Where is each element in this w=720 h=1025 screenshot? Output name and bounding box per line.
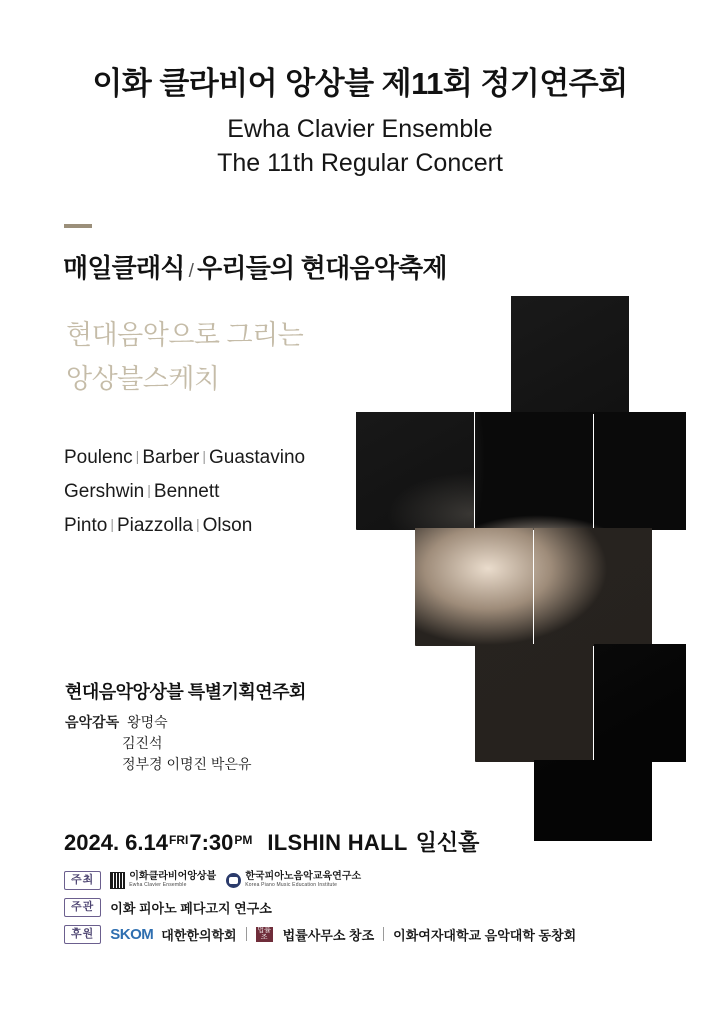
composer-list <box>64 440 305 542</box>
composer-name: Olson <box>202 515 253 536</box>
concert-date: 2024. 6.14 <box>64 830 168 855</box>
festival-separator: / <box>188 261 194 282</box>
credit-tag: 주관 <box>64 898 101 917</box>
composer-row <box>64 508 305 542</box>
composer-name: Pinto <box>64 515 108 536</box>
collage-tile <box>534 760 652 878</box>
composer-name: Gershwin <box>64 481 145 502</box>
concert-day: FRI <box>168 833 189 847</box>
keyboard-icon <box>110 872 125 889</box>
divider <box>383 927 384 941</box>
logo-name-en: Ewha Clavier Ensemble <box>129 881 187 888</box>
subtitle-line-1: 현대음악으로 그리는 <box>66 320 304 350</box>
organizer-name: 이화 피아노 페다고지 연구소 <box>110 900 272 916</box>
credit-row-host <box>64 868 664 892</box>
ensemble-title: 현대음악앙상블 특별기획연주회 <box>65 682 306 702</box>
venue-name-ko: 일신홀 <box>415 830 480 855</box>
director-name: 왕명숙 <box>127 714 168 730</box>
collage-tile <box>511 296 629 414</box>
logo-name-ko: 한국피아노음악교육연구소 <box>245 871 362 883</box>
festival-right: 우리들의 현대음악축제 <box>197 253 447 283</box>
page-title: 이화 클라비어 앙상블 제11회 정기연주회 <box>92 66 628 101</box>
hexagon-photo-collage <box>356 296 686 841</box>
sponsor-name-3: 이화여자대학교 음악대학 동창회 <box>393 927 577 943</box>
title-english-line-1: Ewha Clavier Ensemble <box>227 115 493 143</box>
sponsor-name-1: 대한한의학회 <box>161 927 237 943</box>
logo-name-en: Korea Piano Music Education Institute <box>245 881 338 888</box>
schedule-line <box>64 826 479 857</box>
role-label: 음악감독 <box>65 714 120 730</box>
composer-row <box>64 440 305 474</box>
venue-name-en: ILSHIN HALL <box>267 830 408 855</box>
member-name-row: 정부경 이명진 박은유 <box>122 756 252 772</box>
credits-block <box>64 868 664 949</box>
composer-name: Guastavino <box>208 447 306 468</box>
collage-tile <box>415 528 533 646</box>
divider <box>246 927 247 941</box>
credit-tag: 후원 <box>64 925 101 944</box>
composer-separator: | <box>147 482 151 498</box>
law-office-icon: 법률조 <box>257 927 271 941</box>
sponsor-name-2: 법률사무소 창조 <box>282 927 375 943</box>
collage-tile <box>594 412 712 530</box>
festival-left: 매일클래식 <box>63 253 185 283</box>
accent-rule <box>64 224 92 228</box>
institute-seal-icon <box>226 873 241 888</box>
ensemble-director-row <box>65 712 252 733</box>
collage-tile <box>475 644 593 762</box>
title-english <box>0 112 720 180</box>
composer-name: Bennett <box>153 481 220 502</box>
concert-time: 7:30 <box>189 830 234 855</box>
festival-line <box>63 248 447 285</box>
ewha-clavier-ensemble-logo <box>110 872 216 889</box>
credit-tag: 주최 <box>64 871 101 890</box>
concert-ampm: PM <box>234 833 253 847</box>
collage-tile <box>356 412 474 530</box>
composer-name: Piazzolla <box>116 515 193 536</box>
composer-separator: | <box>196 516 200 532</box>
composer-row <box>64 474 305 508</box>
composer-name: Barber <box>142 447 200 468</box>
korea-piano-institute-logo <box>226 872 361 888</box>
member-name-row: 김진석 <box>122 735 163 751</box>
credit-row-sponsor <box>64 922 664 946</box>
logo-name-ko: 이화클라비어앙상블 <box>129 871 217 883</box>
composer-separator: | <box>202 448 206 464</box>
collage-tile <box>534 528 652 646</box>
collage-tile <box>594 644 712 762</box>
composer-separator: | <box>110 516 114 532</box>
ensemble-credits <box>65 712 252 775</box>
composer-separator: | <box>135 448 140 464</box>
credit-row-organizer <box>64 895 664 919</box>
subtitle-line-2: 앙상블스케치 <box>66 364 220 394</box>
title-english-line-2: The 11th Regular Concert <box>217 149 503 177</box>
subtitle <box>66 313 303 401</box>
collage-tile <box>475 412 593 530</box>
skom-logo: SKOM <box>110 925 154 943</box>
composer-name: Poulenc <box>64 447 133 468</box>
